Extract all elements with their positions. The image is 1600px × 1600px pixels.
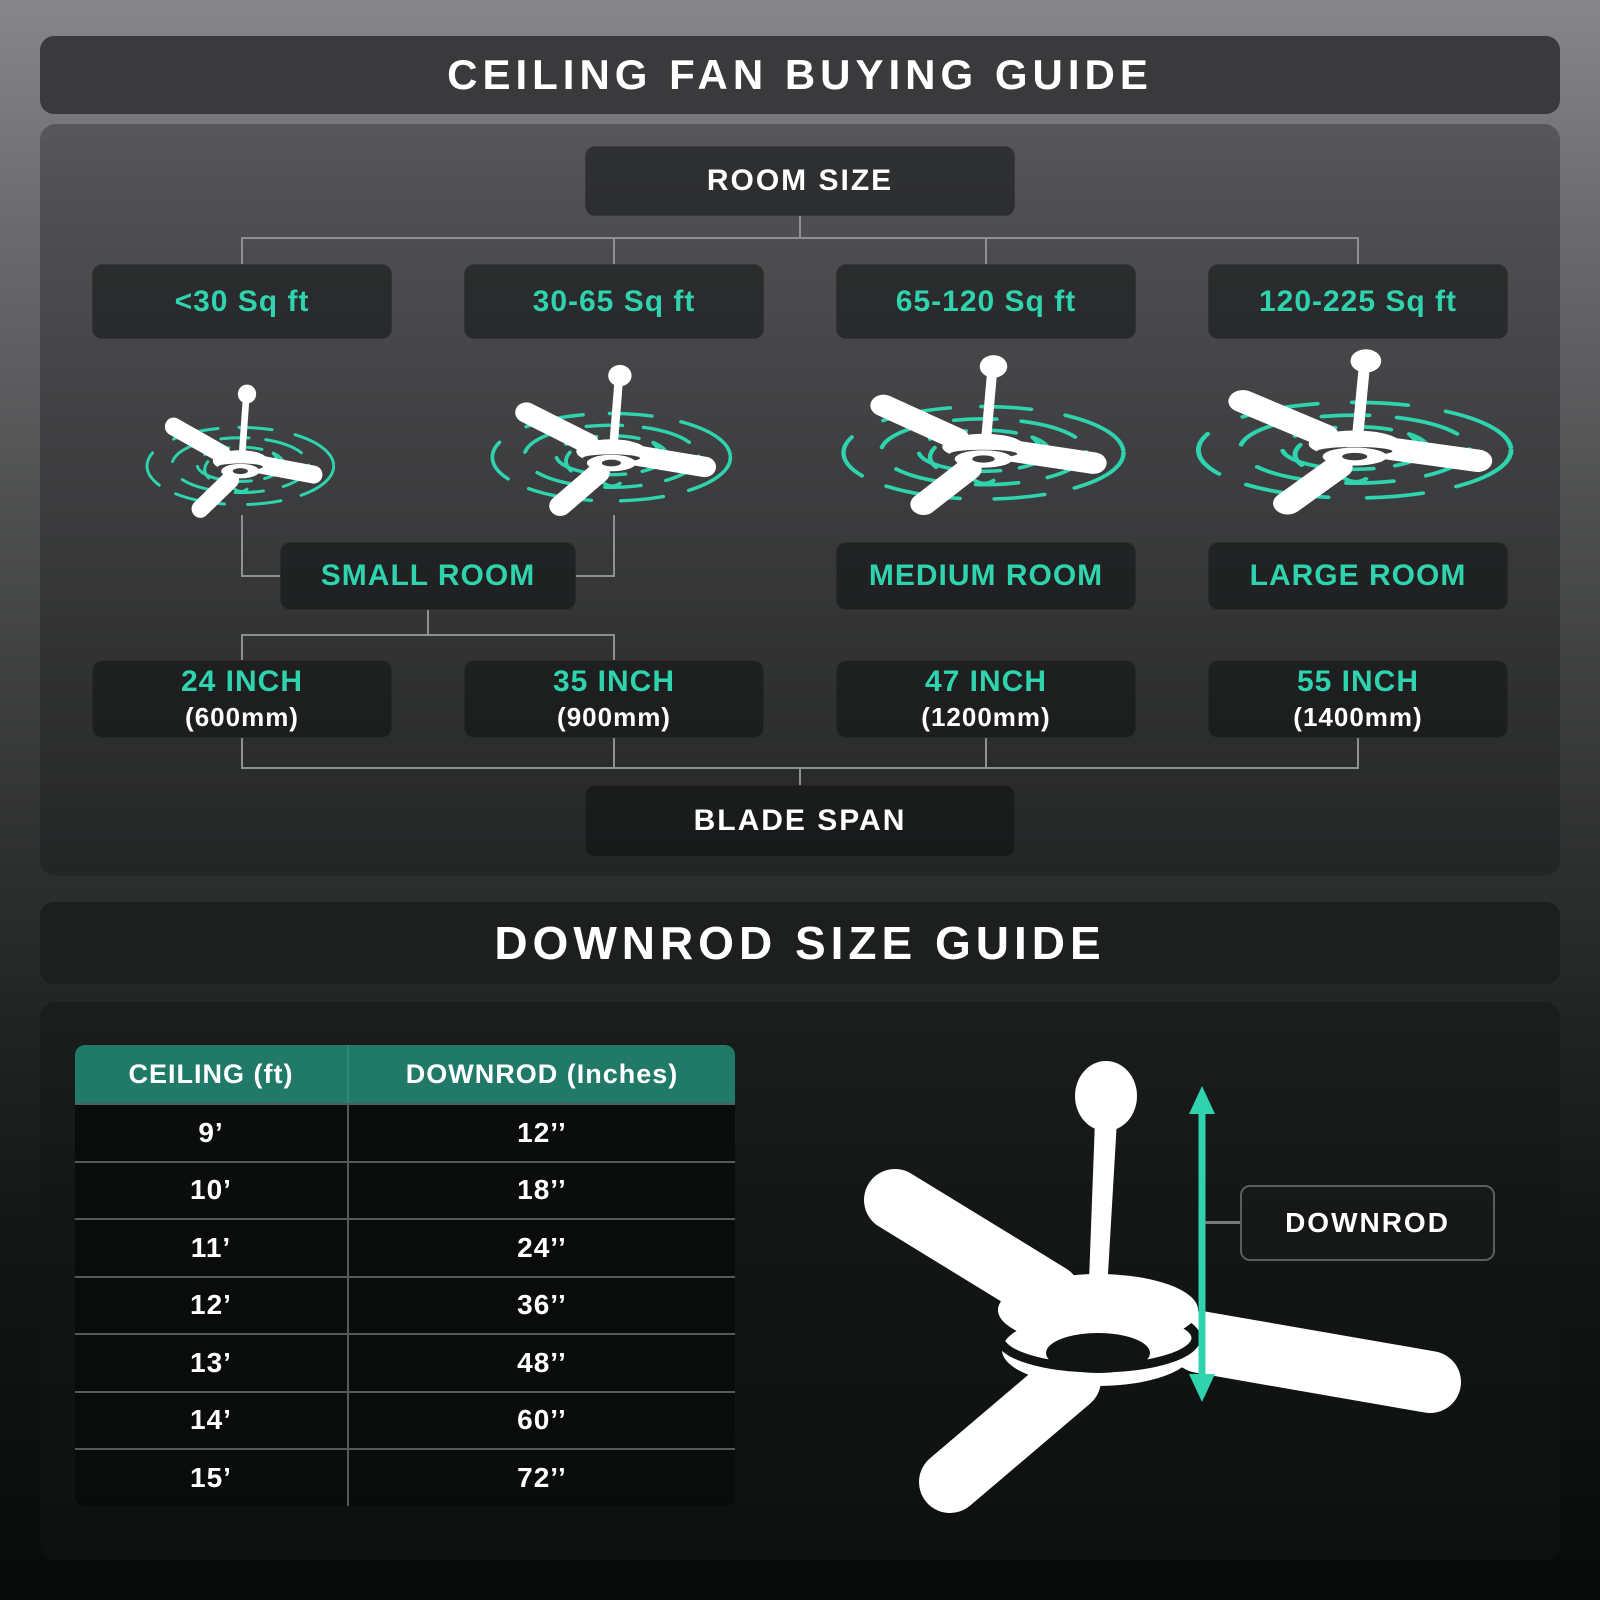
mm-label-2: (900mm) xyxy=(557,702,671,732)
table-header-ceiling: CEILING (ft) xyxy=(128,1058,294,1089)
connector-line xyxy=(985,738,987,767)
mm-label-4: (1400mm) xyxy=(1293,702,1423,732)
room-size-flowchart-panel xyxy=(40,124,1560,876)
inch-node-4 xyxy=(1208,660,1508,738)
connector-line xyxy=(241,237,1359,239)
connector-line xyxy=(241,237,243,264)
connector-line xyxy=(1357,237,1359,264)
table-row xyxy=(75,1161,735,1219)
inch-label-4: 55 INCH xyxy=(1296,665,1420,698)
large-room-label: LARGE ROOM xyxy=(1249,559,1467,592)
table-cell: 10’ xyxy=(190,1174,232,1206)
inch-node-2 xyxy=(464,660,764,738)
blade-span-label: BLADE SPAN xyxy=(693,804,907,837)
sqft-label-3: 65-120 Sq ft xyxy=(895,284,1077,318)
table-cell: 9’ xyxy=(198,1116,224,1148)
sqft-node-4 xyxy=(1208,264,1508,339)
connector-line xyxy=(576,575,615,577)
medium-room-label: MEDIUM ROOM xyxy=(868,559,1104,592)
sqft-label-1: <30 Sq ft xyxy=(174,284,310,318)
large-room-node xyxy=(1208,542,1508,610)
connector-line xyxy=(985,237,987,264)
table-row xyxy=(75,1333,735,1391)
inch-node-1 xyxy=(92,660,392,738)
table-row xyxy=(75,1448,735,1506)
table-cell: 12’’ xyxy=(347,1105,735,1161)
table-cell: 72’’ xyxy=(347,1450,735,1506)
blade-span-node xyxy=(585,785,1015,857)
table-row xyxy=(75,1218,735,1276)
inch-label-1: 24 INCH xyxy=(180,665,304,698)
connector-line xyxy=(241,634,614,636)
inch-label-2: 35 INCH xyxy=(552,665,676,698)
table-cell: 13’ xyxy=(190,1346,232,1378)
sqft-node-2 xyxy=(464,264,764,339)
inch-node-3 xyxy=(836,660,1136,738)
table-row xyxy=(75,1391,735,1449)
connector-line xyxy=(613,738,615,767)
table-cell: 12’ xyxy=(190,1289,232,1321)
ceiling-fan-icon xyxy=(1190,346,1525,532)
sqft-label-4: 120-225 Sq ft xyxy=(1258,284,1458,318)
downrod-guide-title: DOWNROD SIZE GUIDE xyxy=(494,917,1106,969)
downrod-guide-panel xyxy=(40,1002,1560,1560)
downrod-guide-title-bar xyxy=(40,902,1560,984)
downrod-label: DOWNROD xyxy=(1285,1207,1450,1238)
room-size-node xyxy=(585,146,1015,216)
ceiling-fan-icon xyxy=(142,382,342,532)
connector-line xyxy=(613,237,615,264)
table-cell: 36’’ xyxy=(347,1278,735,1334)
connector-line xyxy=(613,634,615,660)
medium-room-node xyxy=(836,542,1136,610)
connector-line xyxy=(1357,738,1359,767)
small-room-node xyxy=(280,542,576,610)
connector-line xyxy=(799,216,801,237)
room-size-label: ROOM SIZE xyxy=(706,164,894,197)
table-cell: 14’ xyxy=(190,1404,232,1436)
table-cell: 11’ xyxy=(190,1231,232,1263)
downrod-size-table xyxy=(75,1045,735,1506)
connector-line xyxy=(241,575,280,577)
sqft-node-1 xyxy=(92,264,392,339)
connector-line xyxy=(241,738,243,767)
connector-line xyxy=(241,634,243,660)
table-cell: 60’’ xyxy=(347,1393,735,1449)
downrod-label-connector xyxy=(1205,1221,1242,1224)
downrod-fan-icon xyxy=(800,1050,1500,1530)
title-bar xyxy=(40,36,1560,114)
downrod-label-box xyxy=(1240,1185,1495,1261)
connector-line xyxy=(799,767,801,785)
table-cell: 18’’ xyxy=(347,1163,735,1219)
table-row xyxy=(75,1103,735,1161)
inch-label-3: 47 INCH xyxy=(924,665,1048,698)
table-cell: 48’’ xyxy=(347,1335,735,1391)
ceiling-fan-icon xyxy=(836,352,1136,532)
table-header-downrod: DOWNROD (Inches) xyxy=(347,1045,735,1103)
table-row xyxy=(75,1276,735,1334)
table-cell: 15’ xyxy=(190,1461,232,1493)
ceiling-fan-icon xyxy=(486,362,741,532)
small-room-label: SMALL ROOM xyxy=(320,559,536,592)
table-header-row xyxy=(75,1045,735,1103)
sqft-label-2: 30-65 Sq ft xyxy=(532,284,696,318)
connector-line xyxy=(427,610,429,634)
page-title: CEILING FAN BUYING GUIDE xyxy=(447,51,1153,98)
sqft-node-3 xyxy=(836,264,1136,339)
table-cell: 24’’ xyxy=(347,1220,735,1276)
mm-label-3: (1200mm) xyxy=(921,702,1051,732)
mm-label-1: (600mm) xyxy=(185,702,299,732)
